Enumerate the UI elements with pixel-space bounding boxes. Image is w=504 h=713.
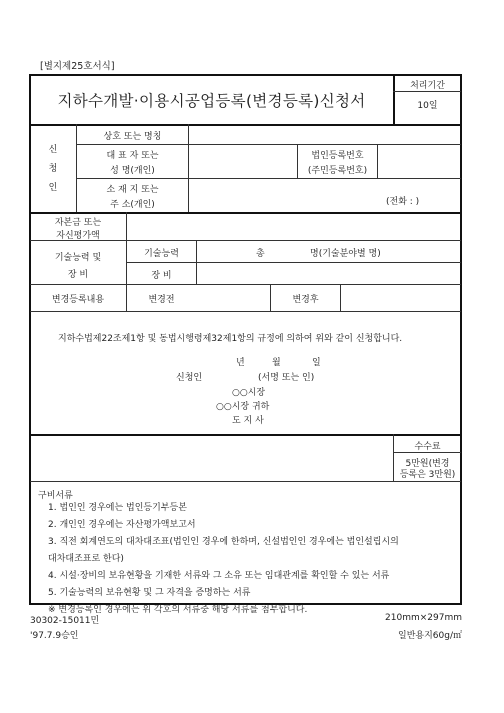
signer-label: 신청인 [176,373,203,383]
fee-value-2: 등록은 3만원) [399,470,456,480]
applicant-label-1: 신 [48,145,58,155]
corp-reg-label-1: 법인등록번호 [311,151,364,161]
change-before-field[interactable] [198,286,268,310]
business-name-field[interactable] [190,126,459,143]
docs-item-3-cont: 대차대조표로 한다) [48,554,124,564]
address-field[interactable] [190,180,380,211]
application-statement: 지하수법제22조제1항 및 동법시행령제32제1항의 규정에 의하여 위와 같이 신청합니다. [58,334,403,344]
date-month: 월 [272,358,281,368]
capital-field[interactable] [128,214,459,239]
processing-period-label: 처리기간 [410,81,445,91]
form-number: [별지제25호서식] [40,61,115,72]
equipment-label: 장 비 [151,271,172,281]
change-after-label: 변경후 [292,295,319,305]
equipment-field[interactable] [198,264,459,283]
docs-item-4: 4. 시설·장비의 보유현황을 기재한 서류와 그 소유 또는 임대관계를 확인할 수 있는 서류 [48,571,390,581]
docs-item-2: 2. 개인인 경우에는 자산평가액보고서 [48,520,196,530]
signer-sign-note: (서명 또는 인) [258,373,315,383]
docs-item-3: 3. 직전 회계연도의 대차대조표(법인인 경우에 한하며, 신설법인인 경우에는 법인설립시의 [48,537,399,547]
addressee-governor: 도 지 사 [232,416,264,426]
addressee-line: ○○시장 귀하 [216,402,270,412]
business-name-label: 상호 또는 명칭 [103,132,162,142]
docs-list [48,500,458,619]
tech-total-unit: 명(기술분야별 명) [310,249,381,259]
fee-value-1: 5만원(변경 [405,459,450,469]
corp-reg-label-2: (주민등록번호) [307,166,368,176]
applicant-label-3: 인 [48,183,58,193]
representative-label-1: 대 표 자 또는 [106,151,159,161]
paper-size: 210mm×297mm [385,613,462,623]
page-title: 지하수개발·이용시공업등록(변경등록)신청서 [57,92,366,110]
tech-ability-label: 기술능력 [144,249,179,259]
fee-label: 수수료 [414,442,441,452]
date-year: 년 [236,358,245,368]
representative-label-2: 성 명(개인) [110,166,155,176]
docs-note: ※ 변경등록인 경우에는 위 각호의 서류중 해당 서류를 첨부합니다. [48,605,308,615]
tech-equip-label-1: 기술능력 및 [54,253,102,263]
address-label-2: 주 소(개인) [110,200,155,210]
change-after-field[interactable] [342,286,459,310]
date-day: 일 [312,358,321,368]
tech-equip-label-2: 장 비 [67,270,89,280]
approval-date: '97.7.9승인 [30,631,79,641]
corp-reg-field[interactable] [379,146,459,177]
form-code: 30302-15011민 [30,616,100,626]
change-before-label: 변경전 [148,295,175,305]
docs-item-1: 1. 법인인 경우에는 법인등기부등본 [48,503,187,513]
representative-field[interactable] [190,146,295,177]
docs-item-5: 5. 기술능력의 보유현황 및 그 자격을 증명하는 서류 [48,588,251,598]
phone-field[interactable]: (전화 : ) [386,197,420,207]
docs-title: 구비서류 [38,491,73,501]
applicant-label-2: 청 [48,164,58,174]
addressee-city-mayor: ○○시장 [232,388,266,398]
capital-label-1: 자본금 또는 [54,218,102,228]
paper-type: 일반용지60g/㎡ [398,631,462,641]
address-label-1: 소 재 지 또는 [106,185,159,195]
change-content-label: 변경등록내용 [51,295,105,305]
processing-period-value: 10일 [417,101,438,111]
tech-total-label: 총 [256,249,265,259]
capital-label-2: 자신평가액 [56,231,100,241]
